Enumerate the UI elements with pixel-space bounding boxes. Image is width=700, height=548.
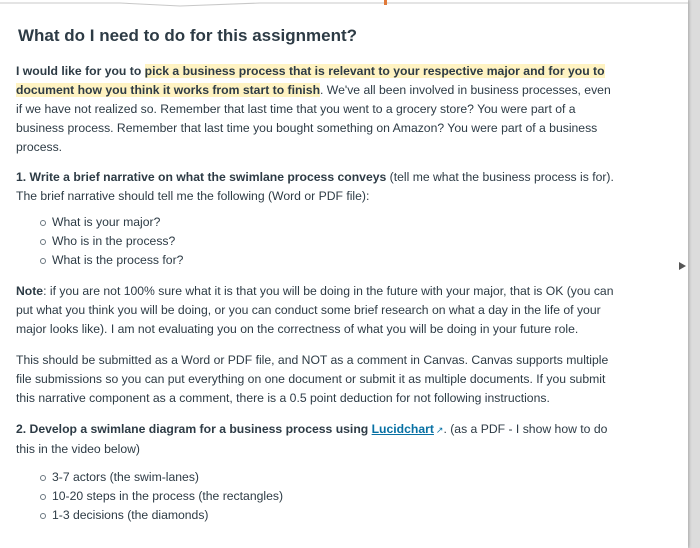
step2-paragraph <box>16 420 616 459</box>
intro-bold-text: I would like for you to <box>16 64 142 78</box>
list-item: Who is in the process? <box>40 232 616 251</box>
list-item: What is your major? <box>40 213 616 232</box>
intro-highlight: pick a business process that is relevant to your respective major and for you to document how you think it works from start to finish <box>16 64 605 97</box>
step2-text: . (as a PDF - I show how to do this in the video below) <box>16 422 608 456</box>
mouse-cursor-icon <box>679 262 686 270</box>
step1-text: (tell me what the business process is for). The brief narrative should tell me the following (Word or PDF file): <box>16 170 614 203</box>
note-text: : if you are not 100% sure what it is that you will be doing in the future with your major, that is OK (you can put what you think you will be doing, or you can conduct some brief research on what a day in the life of your major looks like). I am not evaluating you on the correctness of what you will be doing in your future role. <box>16 284 614 336</box>
intro-text: . We've all been involved in business processes, even if we have not realized so. Remember that last time that you went to a grocery store? You were part of a business process. Remember that last time you bought something on Amazon? You were part of a business process. <box>16 83 611 154</box>
step1-title: 1. Write a brief narrative on what the swimlane process conveys <box>16 170 387 184</box>
list-item: 10-20 steps in the process (the rectangles) <box>40 487 616 506</box>
note-label: Note <box>16 284 44 298</box>
step2-bullets <box>16 468 616 525</box>
list-item: 1-3 decisions (the diamonds) <box>40 506 616 525</box>
page-heading: What do I need to do for this assignment? <box>18 26 358 45</box>
list-item: What is the process for? <box>40 251 616 270</box>
external-link-icon: ↗ <box>435 425 444 435</box>
step1-bullets <box>16 213 616 270</box>
step2-title: 2. Develop a swimlane diagram for a business process using <box>16 422 369 436</box>
intro-paragraph <box>16 62 616 157</box>
list-item: 3-7 actors (the swim-lanes) <box>40 468 616 487</box>
top-border-decoration <box>0 0 688 8</box>
lucidchart-link[interactable]: Lucidchart <box>371 422 434 436</box>
submission-paragraph: This should be submitted as a Word or PDF file, and NOT as a comment in Canvas. Canvas supports multiple file submissions so you can put everything on one document or submit it as multiple documents. If you submit this narrative component as a comment, there is a 0.5 point deduction for not following instructions. <box>16 353 609 405</box>
step1-paragraph <box>16 168 616 206</box>
note-paragraph <box>16 282 616 339</box>
assignment-content <box>16 26 616 525</box>
